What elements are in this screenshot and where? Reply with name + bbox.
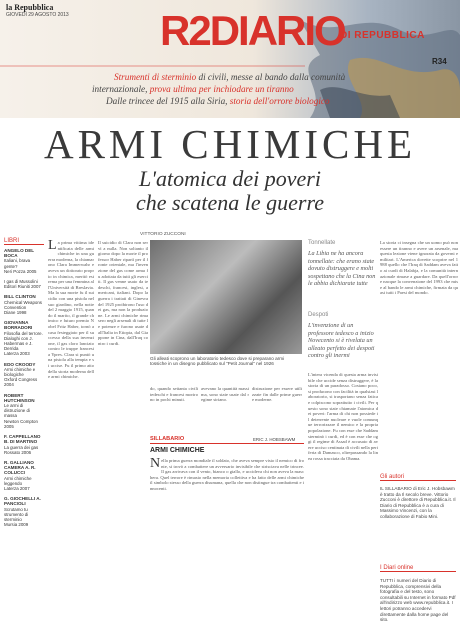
book-entry [4, 393, 44, 429]
section-suffix: DI REPUBBLICA [340, 30, 425, 41]
article-column-4: avevano la quantità massima, sono state usate dal regime siriano. [201, 386, 249, 403]
sillabario-label: SILLABARIO [150, 436, 185, 442]
book-author: GIOVANNA BORRADORI [4, 320, 33, 331]
book-publisher: Mursia 2009 [4, 522, 29, 528]
book-author: R. GALLIANO CAMERA A. R. COLUCCI [4, 459, 36, 476]
book-author: EDO CROODY [4, 361, 36, 367]
book-title: Armi chimiche e biologiche [4, 366, 36, 378]
article-column-7: L'intera vicenda di questa arma invisibile che uccide senza distruggere, è la storia di un paradosso. Costano poco, si producono con facilità in qualsiasi laboratorio, si trasportano senza fatica e colpiscono soprattutto i civili. Per questo sono state chiamate l'atomica dei poveri: l'arma di chi non possiede il deterrente nucleare e vuole comunque terrorizzare il nemico e la propria popolazione. Fu con esse che Saddam sterminò i curdi, ed è con esse che oggi il regime di Assad è accusato di avere ucciso centinaia di civili nella periferia di Damasco, oltrepassando la linea rossa tracciata da Obama. [308, 372, 378, 461]
book-author: ROBERT HUTCHINSON [4, 392, 35, 403]
book-publisher: Rossato 2006 [4, 449, 32, 455]
page-number: R34 [432, 57, 447, 66]
book-entry [4, 434, 44, 455]
book-publisher: Newton Compton 2005 [4, 418, 38, 429]
sillabario-rule [150, 443, 304, 444]
online-heading: I Diari online [380, 565, 456, 572]
newspaper-name: la Repubblica [6, 3, 54, 12]
book-publisher: Laterza 2003 [4, 351, 30, 357]
section-logo: R2DIARIO [160, 7, 345, 54]
book-publisher: Editori Riuniti 2007 [4, 284, 41, 290]
book-entry [4, 496, 44, 527]
book-author: F. CAPPELLANO B. DI MARTINO [4, 434, 41, 445]
article-column-6: La storia ci insegna che un uomo può non essere un tiranno e avere un arsenale, ma questa lezione viene ignorata da governi e militari. L'America dovette scoprire nel 1988 quello che l'Iraq di Saddam aveva fatto ai curdi di Halabja, e la comunità internazionale rimase a guardare. Da quell'orrore nacque la convenzione del 1993 che mise al bando le armi chimiche, firmata da quasi tutti i Paesi del mondo. [380, 240, 458, 296]
book-publisher: Oxford Congress 2004 [4, 377, 38, 388]
book-title: I gas di Mussolini [4, 279, 38, 285]
book-title: La guerra dei gas [4, 444, 39, 450]
dateline: GIOVEDÌ 29 AGOSTO 2013 [6, 12, 69, 18]
authors-text: IL SILLABARIO di Eric J. Hobsbawm è tratto da Il secolo breve. Vittorio Zucconi è direttore di Repubblica.it. Il Diario di Repubblica è a cura di Massimo Vincenzi, con la collaborazione di Fabio Mini. [380, 486, 456, 519]
book-title: Filosofia del terrore. Dialoghi con J. Habermas e J. Derrida [4, 330, 43, 352]
online-text: TUTTI i numeri del Diario di Repubblica, comprensivi della fotografia e del testo, sono consultabili su Internet in formato Pdf all'indirizzo web www.repubblica.it. I lettori potranno accedervi direttamente dalla home page del sito. [380, 578, 456, 623]
strapline-line-1: Strumenti di sterminio di civili, messe al bando dalla comunità [114, 72, 346, 82]
sillabario-heading: ARMI CHIMICHE [150, 447, 205, 454]
main-title: ARMI CHIMICHE [43, 121, 417, 167]
book-author: ANGELO DEL BOCA [4, 248, 35, 259]
byline: VITTORIO ZUCCONI [140, 232, 186, 237]
book-list [4, 248, 44, 527]
historical-illustration [150, 240, 302, 354]
book-entry [4, 320, 44, 356]
sillabario-text: Nella prima guerra mondiale il soldato, che aveva sempre visto il nemico di fronte, si trovò a combattere un avversario invisibile che strisciava nelle trincee. Il gas arrivava con il vento, bianco o giallo, e uccideva chi non aveva la maschera. Quel terrore è rimasto nella memoria collettiva e ha fatto delle armi chimiche il simbolo stesso della guerra disumana, quella che non distingue tra combattenti e innocenti. [150, 458, 304, 491]
book-publisher: Diane 1998 [4, 310, 27, 316]
sillabario-byline: ERIC J. HOBSBAWM [253, 437, 296, 442]
books-heading: LIBRI [4, 238, 44, 245]
subtitle [0, 167, 460, 215]
book-entry [4, 362, 44, 388]
book-entry [4, 460, 44, 491]
strapline-line-2: internazionale, prova ultima per inchiodare un tiranno [92, 84, 294, 94]
book-publisher: Neri Pozza 2005 [4, 268, 37, 274]
quote-tag-tonnellate: Tonnellate [308, 240, 336, 246]
pull-quote-1: La Libia ne ha ancora tonnellate: che erano state dovuto distruggere e molti sospettano che la Cina non le abbia dichiarate tutte [308, 250, 376, 288]
book-publisher: Laterza 2007 [4, 485, 30, 491]
article-column-2: Il suicidio di Clara non servì a nulla. Non soltanto il giorno dopo la morte il professor Haber ripartì per il fronte orientale, ma l'invenzione del gas come arma fu adottata da tutti gli eserciti. Il gas venne usato da tedeschi, francesi, inglesi, americani, italiani. Dopo la guerra i trattati di Ginevra del 1925 proibirono l'uso dei gas, ma non la produzione. Le armi chimiche rimasero negli arsenali di tutte le potenze e furono usate dall'Italia in Etiopia, dal Giappone in Cina, dall'Iraq contro i curdi. [98, 240, 148, 346]
book-title: Le armi di distruzione di massa [4, 403, 30, 419]
book-entry [4, 248, 44, 274]
article-column-5: distruzione per essere utilizzate fin dalle prime guerre moderne. [252, 386, 302, 403]
quote-tag-despoti: Despoti [308, 312, 329, 318]
book-title: Italiani, brava gente? [4, 258, 31, 269]
subtitle-line-2: che scatena le guerre [136, 190, 324, 215]
pull-quote-2: L'invenzione di un professore tedesco a inizio Novecento si è rivelata un alleato perfetto dei despoti contro gli inermi [308, 322, 375, 360]
article-column-1: La prima vittima identificata delle armi chimiche in una guerra moderna, la chiamarono Clara Immerwahr e aveva un dottorato proprio in chimica, meritò estrema per una femmina all'Università di Breslavia. Ma la sua morte fu il suicidio con una pistola nel suo giardino, nella notte del 2 maggio 1915, quando il marito, il grande chimico e futuro premio Nobel Fritz Haber, tornò a casa festeggiato per il successo della sua invenzione, il gas cloro lanciato contro le truppe francesi a Ypres. Clara si puntò una pistola alla tempia e si uccise. Fu il primo atto della storia moderna delle armi chimiche. [48, 240, 94, 380]
book-author: BILL CLINTON [4, 294, 36, 300]
book-author: G. GIOCHELLI A. PANCIOLI [4, 496, 41, 507]
book-entry [4, 279, 44, 289]
book-title: Scrutamo tu strumento di sterminio [4, 506, 29, 522]
subtitle-line-1: L'atomica dei poveri [139, 166, 321, 191]
book-title: Armi chimiche leggendo [4, 475, 32, 486]
photo-caption: Gli alleati scoprono un laboratorio tedesco dove si preparano armi tossiche in un disegno pubblicato sul "Petit Journal" nel 1926 [150, 356, 285, 367]
article-column-3: do, quando settanta civili tedeschi e francesi morirono in pochi minuti. [150, 386, 198, 403]
book-entry [4, 294, 44, 315]
strapline-line-3: Dalle trincee del 1915 alla Siria, storia dell'orrore biologico [106, 96, 330, 106]
authors-heading: Gli autori [380, 474, 456, 481]
books-sidebar [4, 238, 44, 532]
book-title: Chemical Weapons Convention [4, 299, 42, 310]
